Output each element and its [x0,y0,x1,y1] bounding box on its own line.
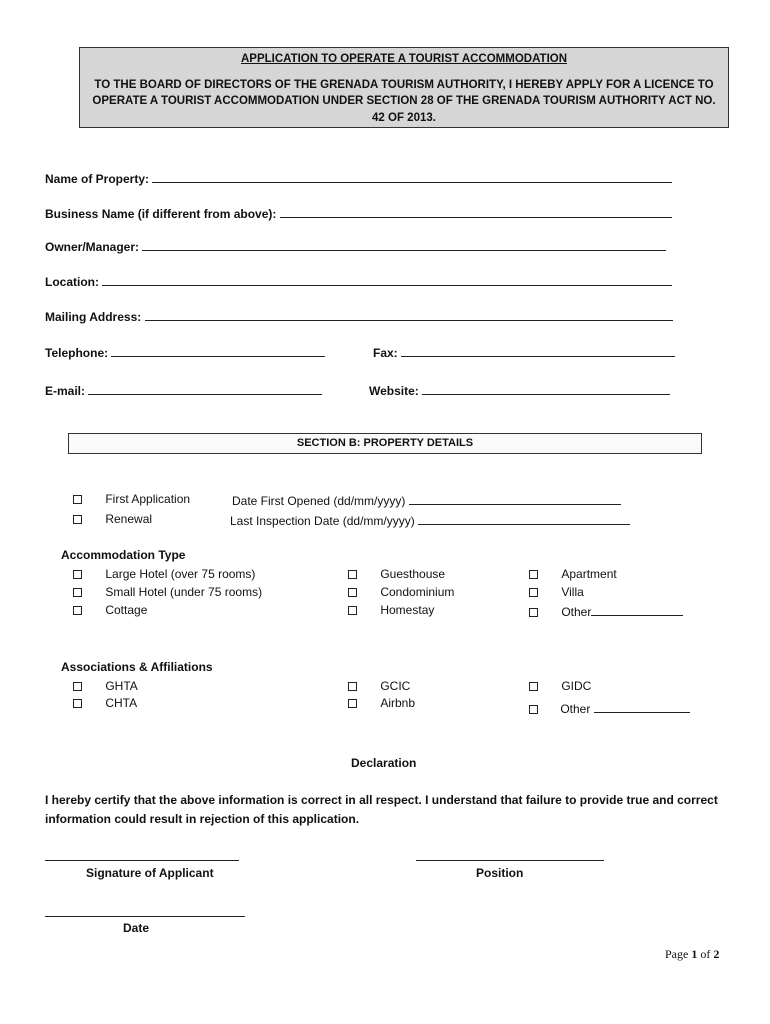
owner-manager-field[interactable] [142,238,666,251]
business-name-label: Business Name (if different from above): [45,207,277,221]
villa-label: Villa [561,585,584,599]
ghta-option[interactable] [73,679,138,693]
website-label: Website: [369,384,419,398]
small-hotel-checkbox[interactable] [73,588,82,597]
gidc-checkbox[interactable] [529,682,538,691]
accommodation-other-checkbox[interactable] [529,608,538,617]
last-inspection-date-label: Last Inspection Date (dd/mm/yyyy) [230,514,415,528]
fax-label: Fax: [373,346,398,360]
renewal-option[interactable] [73,512,152,526]
fax-field[interactable] [401,344,675,357]
first-application-option[interactable] [73,492,190,506]
form-title: APPLICATION TO OPERATE A TOURIST ACCOMMODATION [240,53,568,65]
date-first-opened-field[interactable] [409,492,621,505]
first-application-checkbox[interactable] [73,495,82,504]
declaration-heading: Declaration [351,756,417,770]
location-field[interactable] [102,273,672,286]
chta-option[interactable] [73,696,137,710]
association-other-label: Other [560,702,591,716]
apartment-option[interactable] [529,567,617,581]
apartment-checkbox[interactable] [529,570,538,579]
page-total: 2 [713,947,720,961]
gcic-checkbox[interactable] [348,682,357,691]
mailing-address-row [45,308,673,324]
location-row [45,273,672,289]
homestay-checkbox[interactable] [348,606,357,615]
gidc-label: GIDC [561,679,592,693]
association-other-checkbox[interactable] [529,705,538,714]
first-application-label: First Application [105,492,191,506]
declaration-text: I hereby certify that the above information is correct in all respect. I understand that failure to provide true and correct information could result in rejection of this application. [45,793,718,826]
mailing-address-label: Mailing Address: [45,310,142,324]
small-hotel-option[interactable] [73,585,262,599]
renewal-label: Renewal [105,512,153,526]
owner-manager-label: Owner/Manager: [45,240,140,254]
associations-heading: Associations & Affiliations [61,660,213,674]
website-field[interactable] [422,382,670,395]
condominium-label: Condominium [380,585,455,599]
position-line[interactable] [416,860,604,861]
signature-line[interactable] [45,860,239,861]
signature-label: Signature of Applicant [86,866,214,880]
accommodation-other-field[interactable] [591,603,683,616]
email-row [45,382,322,398]
renewal-checkbox[interactable] [73,515,82,524]
email-field[interactable] [88,382,322,395]
business-name-row [45,205,672,221]
accommodation-other-option[interactable] [529,603,683,619]
large-hotel-label: Large Hotel (over 75 rooms) [105,567,256,581]
last-inspection-date-field[interactable] [418,512,630,525]
position-label: Position [476,866,524,880]
condominium-checkbox[interactable] [348,588,357,597]
date-label: Date [123,921,150,935]
homestay-label: Homestay [380,603,435,617]
section-b-header [68,433,702,454]
owner-manager-row [45,238,666,254]
page-prefix: Page [665,947,692,961]
cottage-option[interactable] [73,603,147,617]
chta-label: CHTA [105,696,138,710]
page-number [665,947,719,962]
cottage-label: Cottage [105,603,148,617]
villa-checkbox[interactable] [529,588,538,597]
cottage-checkbox[interactable] [73,606,82,615]
villa-option[interactable] [529,585,584,599]
telephone-field[interactable] [111,344,325,357]
guesthouse-label: Guesthouse [380,567,446,581]
page-current: 1 [691,947,698,961]
guesthouse-checkbox[interactable] [348,570,357,579]
website-row [369,382,670,398]
last-inspection-date-row [230,512,630,528]
page-of: of [697,947,714,961]
gidc-option[interactable] [529,679,591,693]
location-label: Location: [45,275,99,289]
guesthouse-option[interactable] [348,567,445,581]
gcic-option[interactable] [348,679,410,693]
business-name-field[interactable] [280,205,672,218]
date-line[interactable] [45,916,245,917]
small-hotel-label: Small Hotel (under 75 rooms) [105,585,263,599]
airbnb-checkbox[interactable] [348,699,357,708]
association-other-field[interactable] [594,700,690,713]
application-header [79,47,729,128]
telephone-row [45,344,325,360]
fax-row [373,344,675,360]
airbnb-label: Airbnb [380,696,416,710]
accommodation-type-heading: Accommodation Type [61,548,186,562]
large-hotel-checkbox[interactable] [73,570,82,579]
name-of-property-row [45,170,672,186]
name-of-property-field[interactable] [152,170,672,183]
gcic-label: GCIC [380,679,411,693]
date-first-opened-row [232,492,621,508]
date-first-opened-label: Date First Opened (dd/mm/yyyy) [232,494,406,508]
chta-checkbox[interactable] [73,699,82,708]
airbnb-option[interactable] [348,696,415,710]
ghta-label: GHTA [105,679,138,693]
section-b-title: SECTION B: PROPERTY DETAILS [296,437,474,449]
large-hotel-option[interactable] [73,567,255,581]
accommodation-other-label: Other [561,605,592,619]
homestay-option[interactable] [348,603,434,617]
email-label: E-mail: [45,384,86,398]
apartment-label: Apartment [561,567,617,581]
association-other-option[interactable] [529,700,690,716]
mailing-address-field[interactable] [145,308,673,321]
name-of-property-label: Name of Property: [45,172,150,186]
application-statement: TO THE BOARD OF DIRECTORS OF THE GRENADA TOURISM AUTHORITY, I HEREBY APPLY FOR A LICENCE TO OPERATE A TOURIST ACCOMMODATION UNDER SECTION 28 OF THE GRENADA TOURISM AUTHORITY ACT NO. 42 OF 2013. [92,78,716,124]
condominium-option[interactable] [348,585,454,599]
ghta-checkbox[interactable] [73,682,82,691]
telephone-label: Telephone: [45,346,109,360]
